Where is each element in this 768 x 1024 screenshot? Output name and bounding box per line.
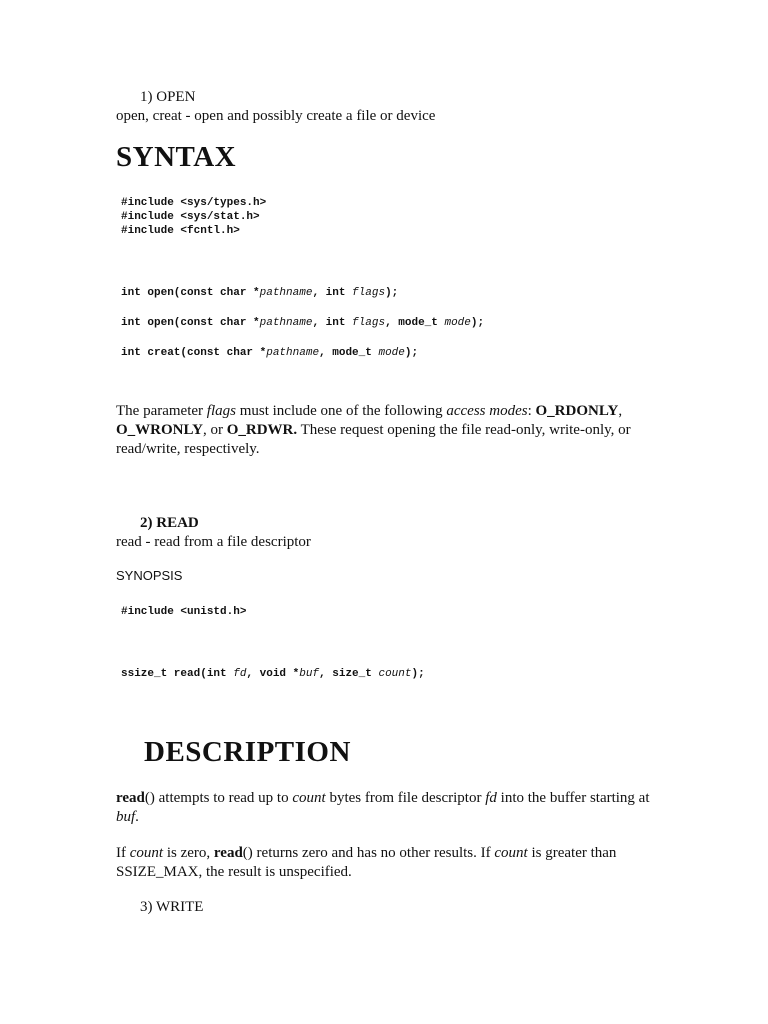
flags-paragraph: The parameter flags must include one of the following access modes: O_RDONLY, O_WRONLY, or O_RDWR. These request opening the file read-only, write-only, or read/write, respectively. <box>116 403 631 457</box>
include-line: #include <sys/stat.h> <box>121 211 260 223</box>
include-line: #include <fcntl.h> <box>121 225 240 237</box>
open-summary: open, creat - open and possibly create a file or device <box>116 108 436 124</box>
list-item-read: 2) READ <box>140 515 199 531</box>
open-prototype: int open(const char *pathname, int flags); <box>121 287 399 299</box>
read-summary: read - read from a file descriptor <box>116 534 311 550</box>
list-item-open: 1) OPEN <box>140 89 196 105</box>
creat-prototype: int creat(const char *pathname, mode_t mode); <box>121 347 419 359</box>
include-line: #include <unistd.h> <box>121 606 247 618</box>
description-paragraph: read() attempts to read up to count bytes from file descriptor fd into the buffer starting at buf. <box>116 790 650 825</box>
synopsis-label: SYNOPSIS <box>116 568 183 583</box>
include-line: #include <sys/types.h> <box>121 197 267 209</box>
list-item-write: 3) WRITE <box>140 899 204 915</box>
syntax-heading: SYNTAX <box>116 141 237 173</box>
description-heading: DESCRIPTION <box>144 736 351 768</box>
open-mode-prototype: int open(const char *pathname, int flags, mode_t mode); <box>121 317 485 329</box>
read-prototype: ssize_t read(int fd, void *buf, size_t count); <box>121 668 425 680</box>
description-paragraph: If count is zero, read() returns zero and has no other results. If count is greater than SSIZE_MAX, the result is unspecified. <box>116 845 617 880</box>
